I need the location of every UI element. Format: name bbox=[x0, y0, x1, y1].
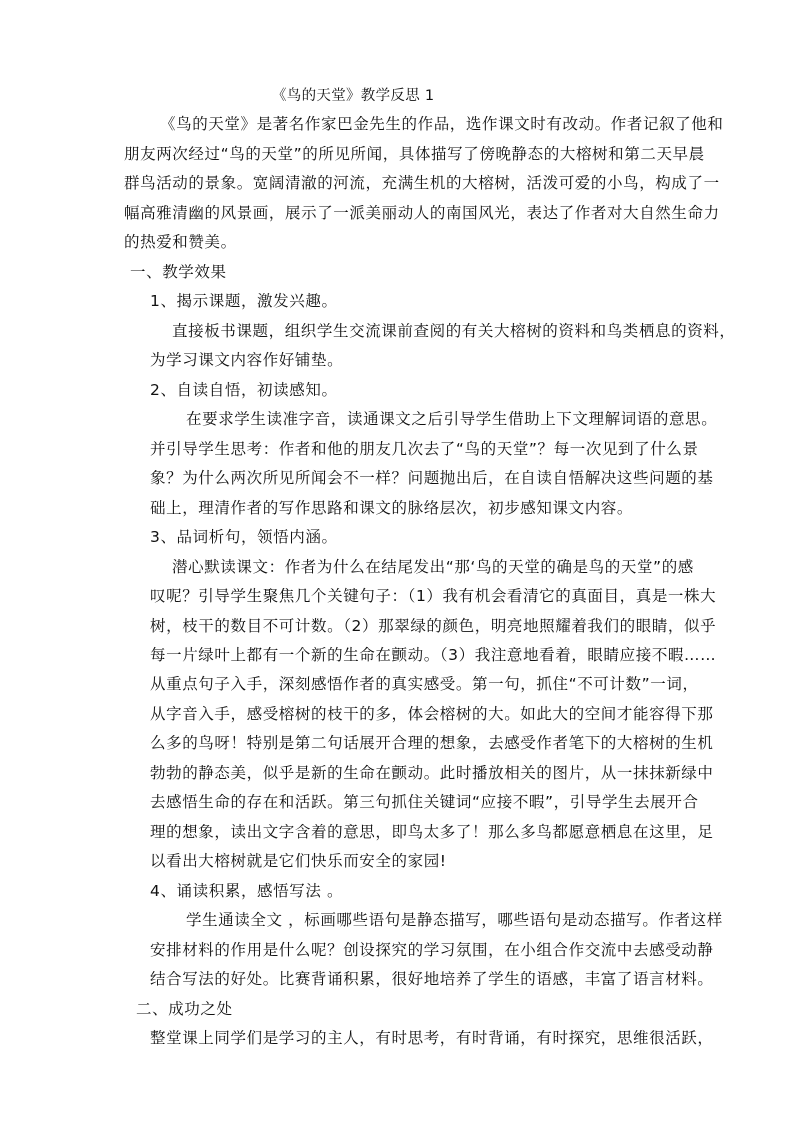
intro-line: 幅高雅清幽的风景画，展示了一派美丽动人的南国风光，表达了作者对大自然生命力 bbox=[124, 204, 720, 222]
paragraph-line: 结合写法的好处。比赛背诵积累，很好地培养了学生的语感，丰富了语言材料。 bbox=[150, 970, 714, 988]
section-heading: 二、成功之处 bbox=[136, 1000, 233, 1018]
paragraph-line: 并引导学生思考：作者和他的朋友几次去了“鸟的天堂”？每一次见到了什么景 bbox=[150, 440, 699, 458]
intro-line: 《鸟的天堂》是著名作家巴金先生的作品，选作课文时有改动。作者记叙了他和 bbox=[160, 115, 724, 133]
paragraph-line: 从字音入手，感受榕树的枝干的多，体会榕树的大。如此大的空间才能容得下那 bbox=[150, 705, 714, 723]
paragraph-line: 树，枝干的数目不可计数。（2）那翠绿的颜色，明亮地照耀着我们的眼睛，似乎 bbox=[150, 617, 717, 635]
intro-line: 群鸟活动的景象。宽阔清澈的河流，充满生机的大榕树，活泼可爱的小鸟，构成了一 bbox=[124, 174, 720, 192]
paragraph-line: 么多的鸟呀！特别是第二句话展开合理的想象，去感受作者笔下的大榕树的生机 bbox=[150, 734, 714, 752]
document-title: 《鸟的天堂》教学反思 1 bbox=[272, 88, 435, 104]
paragraph-line: 在要求学生读准字音，读通课文之后引导学生借助上下文理解词语的意思。 bbox=[186, 410, 718, 428]
paragraph-line: 安排材料的作用是什么呢？创设探究的学习氛围，在小组合作交流中去感受动静 bbox=[150, 941, 714, 959]
intro-line: 的热爱和赞美。 bbox=[124, 233, 237, 251]
item-heading: 3、品词析句，领悟内涵。 bbox=[150, 528, 338, 546]
paragraph-line: 勃勃的静态美，似乎是新的生命在颤动。此时播放相关的图片，从一抹抹新绿中 bbox=[150, 764, 714, 782]
paragraph-line: 础上，理清作者的写作思路和课文的脉络层次，初步感知课文内容。 bbox=[150, 499, 634, 517]
paragraph-line: 每一片绿叶上都有一个新的生命在颤动。（3）我注意地看着，眼睛应接不暇…… bbox=[150, 646, 717, 664]
intro-line: 朋友两次经过“鸟的天堂”的所见所闻，具体描写了傍晚静态的大榕树和第二天早晨 bbox=[124, 145, 705, 163]
paragraph-line: 从重点句子入手，深刻感悟作者的真实感受。第一句，抓住“不可计数”一词， bbox=[150, 675, 699, 693]
paragraph-line: 理的想象，读出文字含着的意思，即鸟太多了！那么多鸟都愿意栖息在这里，足 bbox=[150, 823, 714, 841]
paragraph-line: 为学习课文内容作好铺垫。 bbox=[150, 351, 344, 369]
item-heading: 4、诵读积累，感悟写法 。 bbox=[150, 882, 344, 900]
item-heading: 2、自读自悟，初读感知。 bbox=[150, 381, 338, 399]
paragraph-line: 直接板书课题，组织学生交流课前查阅的有关大榕树的资料和鸟类栖息的资料， bbox=[172, 322, 736, 340]
paragraph-line: 去感悟生命的存在和活跃。第三句抓住关键词“应接不暇”，引导学生去展开合 bbox=[150, 793, 699, 811]
paragraph-line: 整堂课上同学们是学习的主人，有时思考，有时背诵，有时探究，思维很活跃， bbox=[150, 1029, 714, 1047]
section-heading: 一、教学效果 bbox=[130, 263, 227, 281]
paragraph-line: 潜心默读课文：作者为什么在结尾发出“那‘鸟的天堂的确是鸟的天堂”的感 bbox=[172, 558, 694, 576]
paragraph-line: 象？为什么两次所见所闻会不一样？问题抛出后，在自读自悟解决这些问题的基 bbox=[150, 469, 714, 487]
item-heading: 1、揭示课题，激发兴趣。 bbox=[150, 292, 338, 310]
paragraph-line: 学生通读全文 ，标画哪些语句是静态描写，哪些语句是动态描写。作者这样 bbox=[186, 911, 723, 929]
paragraph-line: 叹呢？引导学生聚焦几个关键句子：（1）我有机会看清它的真面目，真是一株大 bbox=[150, 587, 717, 605]
paragraph-line: 以看出大榕树就是它们快乐而安全的家园! bbox=[150, 852, 447, 870]
